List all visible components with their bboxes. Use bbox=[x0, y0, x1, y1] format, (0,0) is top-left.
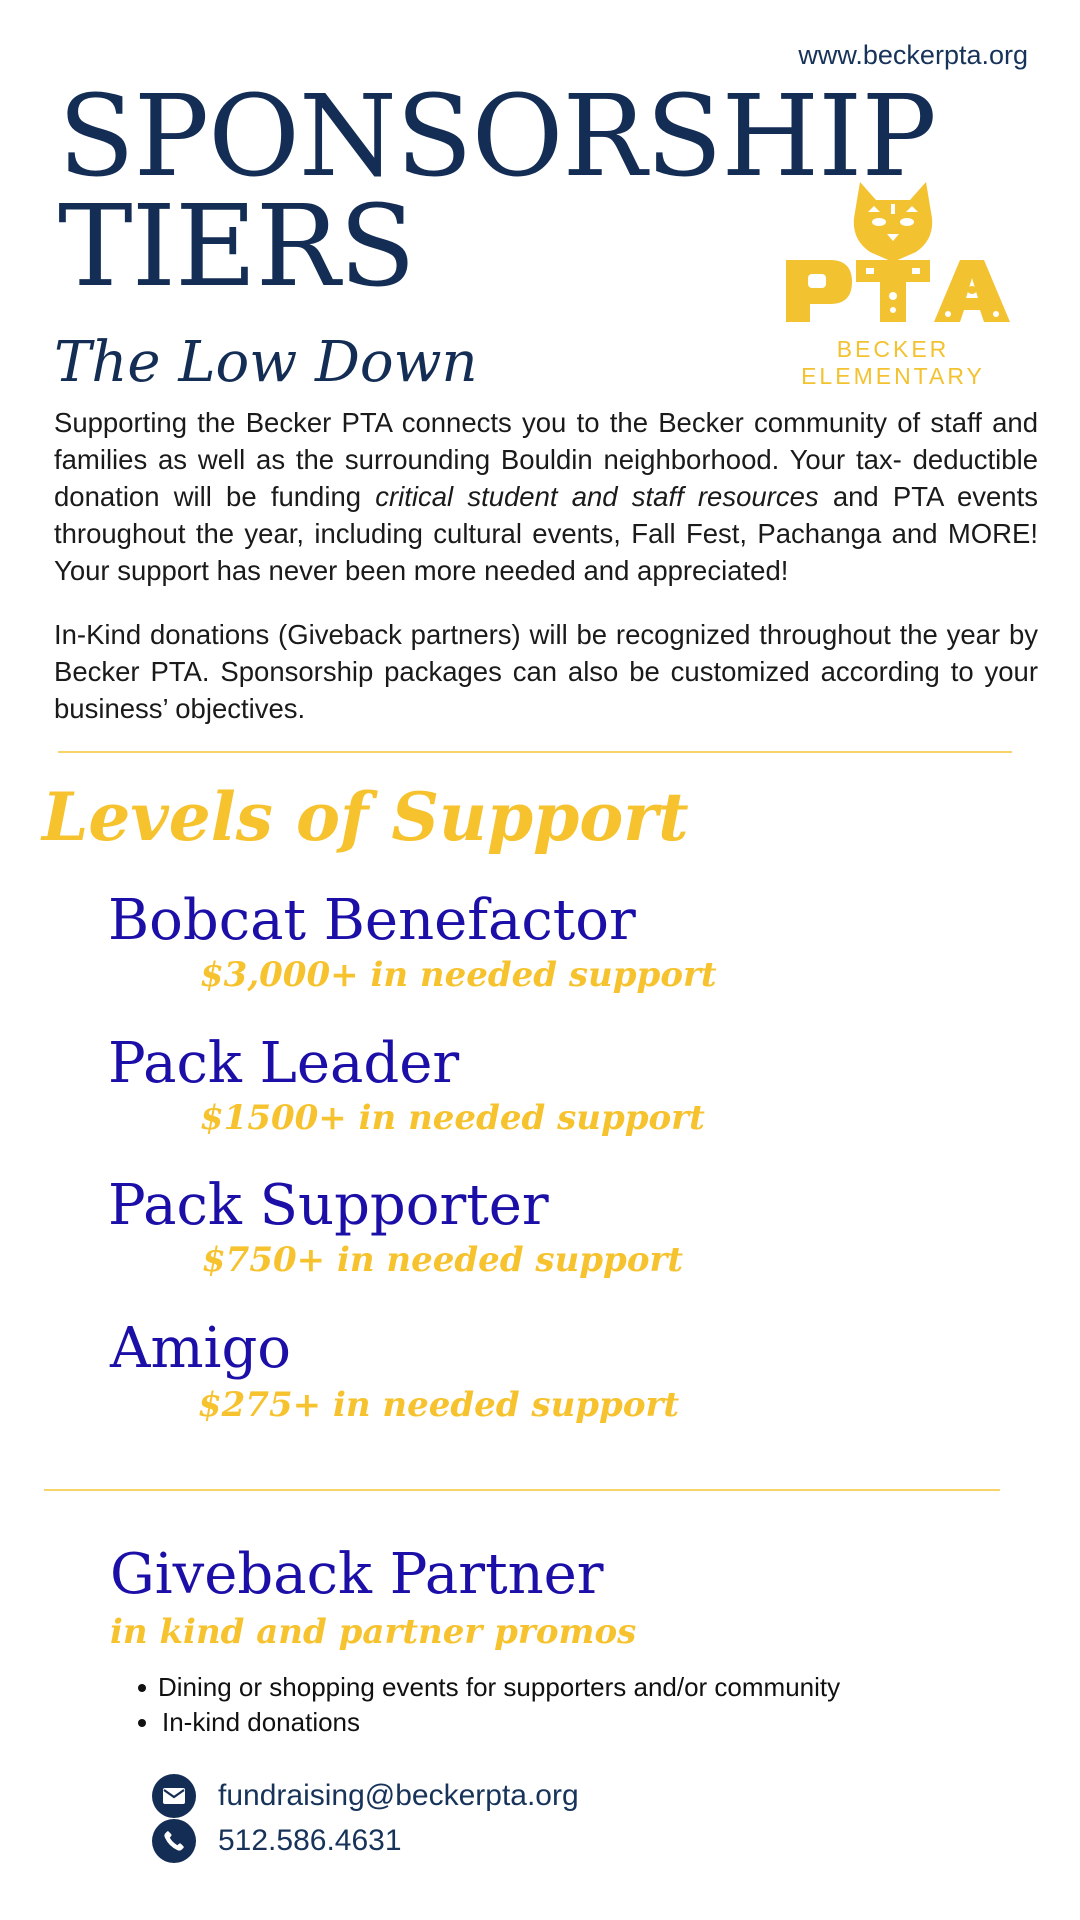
giveback-bullet-list bbox=[158, 1670, 840, 1740]
bobcat-pta-logo-icon bbox=[748, 178, 1038, 328]
intro-p1-before: Supporting the Becker PTA connects you to the Becker community of staff and families as well as the surrounding Bouldin neighborhood. Your tax- deductible donation will be funding bbox=[54, 407, 1038, 512]
tier-amount-amigo: $275+ in needed support bbox=[198, 1385, 680, 1425]
intro-p1-after: and PTA events throughout the year, including cultural events, Fall Fest, Pachanga and MORE! Your support has never been more needed and appreciated! bbox=[54, 481, 1038, 586]
section-subtitle: The Low Down bbox=[54, 330, 478, 395]
contact-email-text[interactable]: fundraising@beckerpta.org bbox=[218, 1779, 579, 1812]
intro-paragraph-2: In-Kind donations (Giveback partners) will be recognized throughout the year by Becker PTA. Sponsorship packages can also be customized according to your business’ objectives. bbox=[54, 619, 1038, 724]
giveback-subtitle: in kind and partner promos bbox=[110, 1612, 637, 1652]
tier-amount-bobcat-benefactor: $3,000+ in needed support bbox=[200, 955, 717, 995]
intro-paragraph-1 bbox=[54, 404, 1038, 589]
logo-caption: BECKER ELEMENTARY bbox=[801, 336, 985, 389]
contact-email[interactable] bbox=[152, 1774, 579, 1818]
contact-phone[interactable] bbox=[152, 1819, 402, 1863]
title-line-2: TIERS bbox=[58, 182, 415, 312]
phone-icon bbox=[152, 1819, 196, 1863]
tier-amount-pack-supporter: $750+ in needed support bbox=[202, 1240, 684, 1280]
envelope-icon bbox=[152, 1774, 196, 1818]
levels-title: Levels of Support bbox=[42, 778, 689, 856]
tier-name-bobcat-benefactor: Bobcat Benefactor bbox=[108, 888, 636, 953]
tier-name-pack-supporter: Pack Supporter bbox=[108, 1173, 549, 1238]
list-item: In-kind donations bbox=[158, 1705, 840, 1740]
divider-bottom bbox=[44, 1489, 1000, 1491]
title-line-1: SPONSORSHIP bbox=[58, 72, 936, 202]
website-url[interactable]: www.beckerpta.org bbox=[798, 40, 1028, 70]
tier-name-pack-leader: Pack Leader bbox=[108, 1031, 460, 1096]
list-item: Dining or shopping events for supporters and/or community bbox=[158, 1670, 840, 1705]
divider-top bbox=[58, 751, 1012, 753]
intro-p1-emphasis: critical student and staff resources bbox=[375, 481, 819, 512]
tier-name-amigo: Amigo bbox=[110, 1316, 292, 1381]
becker-pta-logo bbox=[748, 178, 1038, 389]
contact-phone-text[interactable]: 512.586.4631 bbox=[218, 1824, 402, 1857]
giveback-title: Giveback Partner bbox=[110, 1542, 604, 1607]
tier-amount-pack-leader: $1500+ in needed support bbox=[200, 1098, 705, 1138]
